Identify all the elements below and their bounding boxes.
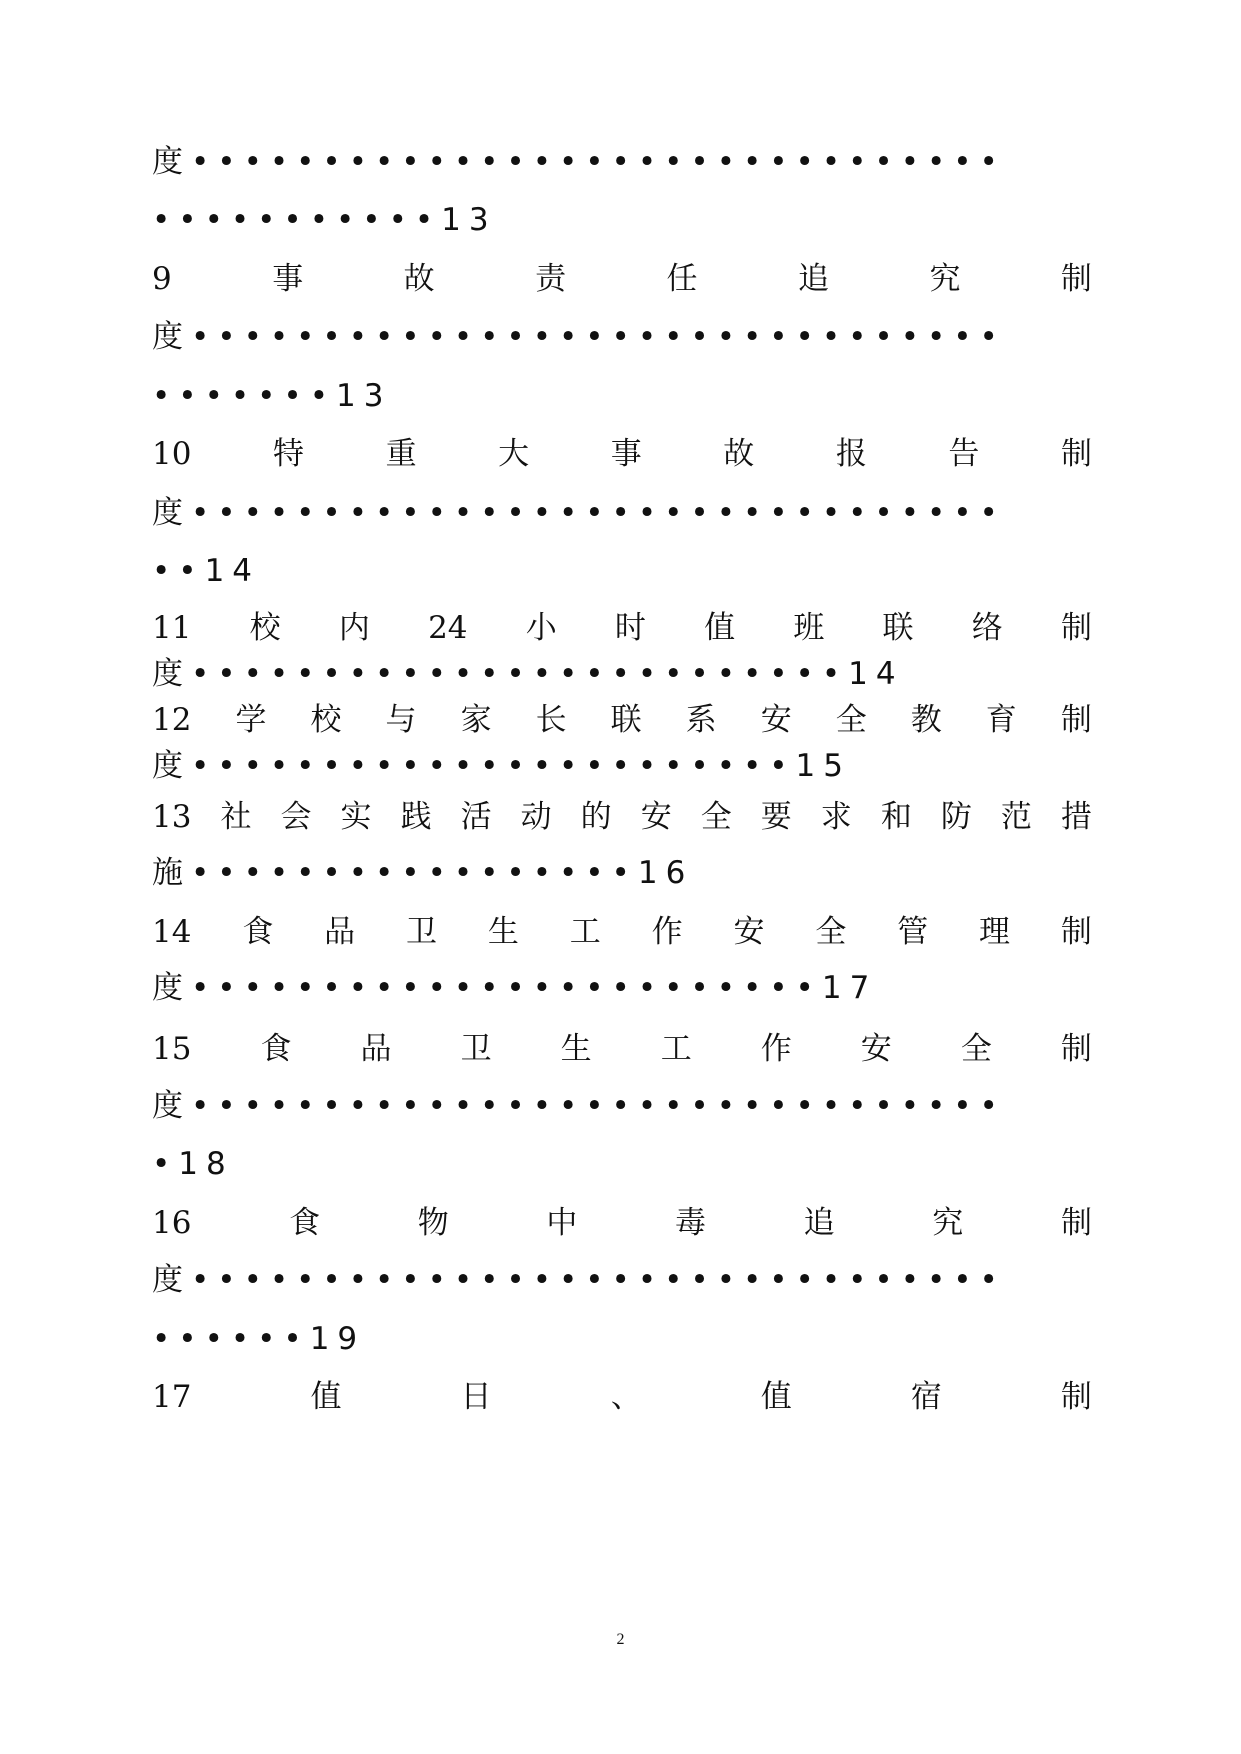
toc-word: 事 — [272, 261, 304, 297]
toc-line — [152, 651, 1092, 697]
toc-line — [152, 373, 1092, 419]
toc-word: 11 — [152, 610, 192, 646]
toc-word: 中 — [546, 1205, 578, 1241]
toc-line — [152, 1374, 1092, 1420]
toc-word: 学 — [235, 702, 267, 738]
toc-line — [152, 1316, 1092, 1362]
toc-word: 值 — [760, 1379, 792, 1415]
toc-word: 品 — [360, 1031, 392, 1067]
toc-word: 全 — [700, 799, 732, 835]
toc-word: 系 — [685, 702, 717, 738]
toc-word: 制 — [1060, 1031, 1092, 1067]
toc-word: 追 — [798, 261, 829, 297]
toc-line — [152, 1200, 1092, 1246]
toc-line — [152, 490, 1092, 536]
toc-word: 内 — [338, 610, 370, 646]
toc-word: 究 — [929, 261, 961, 297]
toc-word: 卫 — [406, 914, 438, 950]
toc-word: 校 — [310, 702, 342, 738]
toc-word: 理 — [979, 914, 1011, 950]
toc-word: 报 — [835, 436, 867, 472]
toc-word: 动 — [520, 799, 552, 835]
toc-word: 与 — [385, 702, 417, 738]
toc-word: 社 — [220, 799, 252, 835]
toc-word: 络 — [971, 610, 1003, 646]
toc-text: 度••••••••••••••••••••••••••••••• — [152, 1088, 1006, 1124]
toc-text: •18 — [152, 1146, 234, 1182]
toc-word: 追 — [803, 1205, 835, 1241]
toc-text: 度•••••••••••••••••••••••15 — [152, 748, 852, 784]
toc-text: •••••••••••13 — [152, 202, 497, 238]
toc-text: 度••••••••••••••••••••••••••••••• — [152, 144, 1006, 180]
toc-line — [152, 1026, 1092, 1072]
toc-line — [152, 605, 1092, 651]
toc-word: 工 — [569, 914, 601, 950]
toc-word: 日 — [460, 1379, 492, 1415]
toc-text: •••••••13 — [152, 378, 392, 414]
toc-word: 安 — [760, 702, 792, 738]
toc-word: 班 — [793, 610, 825, 646]
toc-word: 会 — [280, 799, 312, 835]
toc-word: 时 — [614, 610, 646, 646]
toc-word: 13 — [152, 799, 192, 835]
toc-word: 食 — [260, 1031, 292, 1067]
toc-word: 全 — [835, 702, 867, 738]
toc-word: 践 — [400, 799, 432, 835]
toc-word: 宿 — [910, 1379, 942, 1415]
toc-word: 的 — [580, 799, 612, 835]
toc-word: 值 — [704, 610, 736, 646]
toc-text: 度••••••••••••••••••••••••17 — [152, 970, 878, 1006]
toc-word: 卫 — [460, 1031, 492, 1067]
toc-text: ••••••19 — [152, 1321, 366, 1357]
toc-word: 制 — [1060, 261, 1092, 297]
toc-word: 故 — [403, 261, 435, 297]
toc-word: 和 — [880, 799, 912, 835]
toc-word: 联 — [610, 702, 642, 738]
toc-text: 度••••••••••••••••••••••••••••••• — [152, 495, 1006, 531]
toc-line — [152, 1141, 1092, 1187]
toc-text: 度••••••••••••••••••••••••••••••• — [152, 1262, 1006, 1298]
toc-line — [152, 314, 1092, 360]
toc-word: 安 — [640, 799, 672, 835]
toc-word: 制 — [1060, 1379, 1092, 1415]
toc-word: 16 — [152, 1205, 192, 1241]
toc-word: 工 — [660, 1031, 692, 1067]
toc-word: 15 — [152, 1031, 192, 1067]
toc-word: 制 — [1060, 1205, 1092, 1241]
toc-word: 任 — [666, 261, 698, 297]
toc-word: 究 — [932, 1205, 964, 1241]
toc-word: 活 — [460, 799, 492, 835]
toc-word: 联 — [882, 610, 914, 646]
toc-text: 度••••••••••••••••••••••••••••••• — [152, 319, 1006, 355]
toc-word: 9 — [152, 261, 172, 297]
toc-line — [152, 909, 1092, 955]
toc-word: 实 — [340, 799, 372, 835]
toc-line — [152, 256, 1092, 302]
toc-text: ••14 — [152, 553, 261, 589]
toc-word: 作 — [760, 1031, 792, 1067]
toc-word: 范 — [1000, 799, 1032, 835]
toc-word: 小 — [525, 610, 557, 646]
toc-word: 、 — [610, 1379, 642, 1415]
toc-word: 安 — [860, 1031, 892, 1067]
toc-word: 要 — [760, 799, 792, 835]
toc-word: 责 — [535, 261, 567, 297]
toc-word: 校 — [249, 610, 281, 646]
toc-line — [152, 965, 1092, 1011]
toc-word: 育 — [985, 702, 1017, 738]
toc-word: 食 — [242, 914, 274, 950]
toc-word: 教 — [910, 702, 942, 738]
toc-word: 全 — [960, 1031, 992, 1067]
toc-word: 制 — [1060, 702, 1092, 738]
toc-word: 12 — [152, 702, 192, 738]
toc-word: 食 — [289, 1205, 321, 1241]
toc-word: 制 — [1060, 914, 1092, 950]
page-number: 2 — [616, 1631, 625, 1648]
toc-line — [152, 697, 1092, 743]
toc-line — [152, 850, 1092, 896]
toc-word: 品 — [324, 914, 356, 950]
toc-line — [152, 1257, 1092, 1303]
toc-word: 安 — [733, 914, 765, 950]
toc-word: 作 — [651, 914, 683, 950]
toc-word: 值 — [310, 1379, 342, 1415]
toc-line — [152, 1083, 1092, 1129]
toc-word: 全 — [815, 914, 847, 950]
toc-word: 防 — [940, 799, 972, 835]
toc-word: 生 — [487, 914, 519, 950]
toc-word: 制 — [1060, 436, 1092, 472]
toc-word: 14 — [152, 914, 192, 950]
toc-word: 告 — [948, 436, 980, 472]
toc-word: 措 — [1060, 799, 1092, 835]
toc-word: 物 — [417, 1205, 449, 1241]
toc-word: 生 — [560, 1031, 592, 1067]
toc-word: 重 — [385, 436, 417, 472]
toc-text: 施•••••••••••••••••16 — [152, 855, 694, 891]
toc-word: 故 — [723, 436, 755, 472]
toc-word: 长 — [535, 702, 567, 738]
toc-line — [152, 139, 1092, 185]
toc-word: 毒 — [675, 1205, 707, 1241]
toc-word: 10 — [152, 436, 192, 472]
toc-word: 家 — [460, 702, 492, 738]
toc-text: 度•••••••••••••••••••••••••14 — [152, 656, 904, 692]
toc-line — [152, 548, 1092, 594]
toc-word: 17 — [152, 1379, 192, 1415]
toc-word: 大 — [498, 436, 530, 472]
toc-word: 求 — [820, 799, 852, 835]
toc-word: 事 — [610, 436, 642, 472]
toc-word: 特 — [273, 436, 305, 472]
toc-line — [152, 431, 1092, 477]
toc-word: 制 — [1060, 610, 1092, 646]
toc-line — [152, 743, 1092, 789]
toc-word: 24 — [428, 610, 468, 646]
toc-line — [152, 197, 1092, 243]
toc-line — [152, 794, 1092, 840]
toc-word: 管 — [897, 914, 929, 950]
